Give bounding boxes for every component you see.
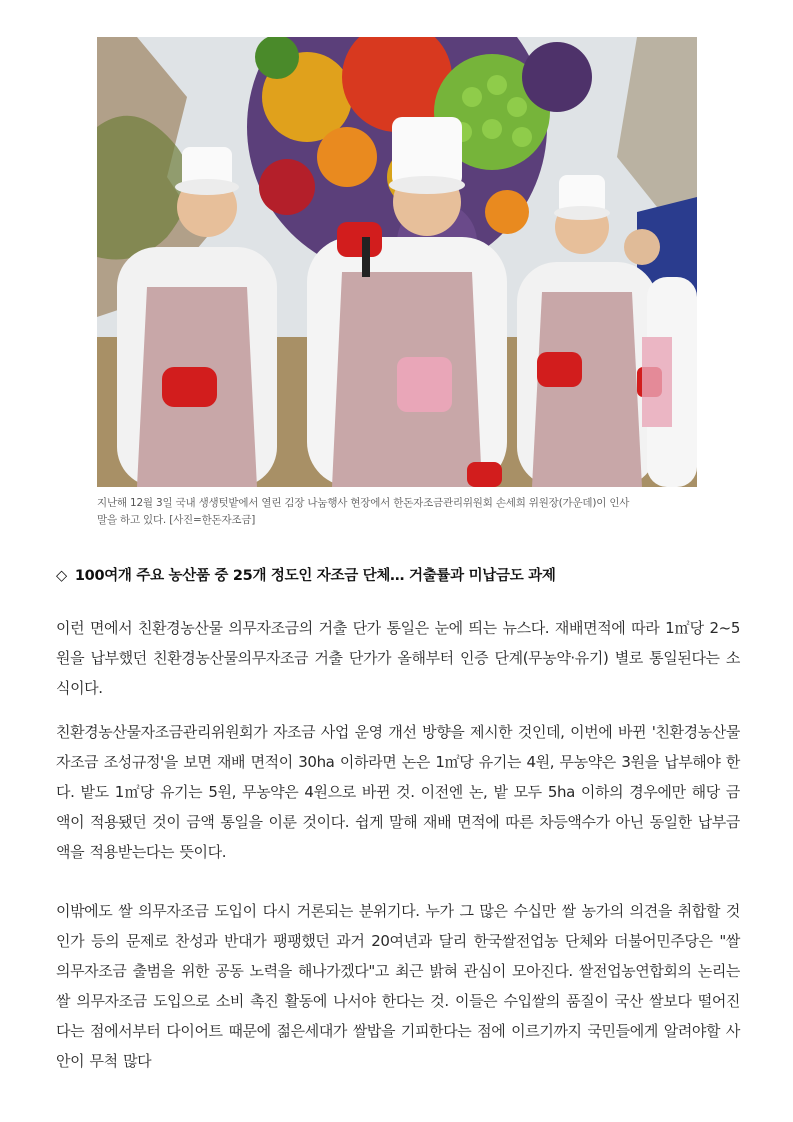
photo-caption: [97, 495, 697, 529]
section-subheading: [56, 564, 746, 585]
photo-illustration: [97, 37, 697, 487]
paragraph-1: 이런 면에서 친환경농산물 의무자조금의 거출 단가 통일은 눈에 띄는 뉴스다. 재배면적에 따라 1㎡당 2~5원을 납부했던 친환경농산물의무자조금 거출 단가가 올해부터 인증 단계(무농약·유기) 별로 통일된다는 소식이다.: [56, 619, 740, 697]
paragraph-3: 이밖에도 쌀 의무자조금 도입이 다시 거론되는 분위기다. 누가 그 많은 수십만 쌀 농가의 의견을 취합할 것인가 등의 문제로 찬성과 반대가 팽팽했던 과거 20여년과 달리 한국쌀전업농 단체와 더불어민주당은 "쌀 의무자조금 출범을 위한 공동 노력을 해나가겠다"고 최근 밝혀 관심이 모아진다. 쌀전업농연합회의 논리는 쌀 의무자조금 도입으로 소비 촉진 활동에 나서야 한다는 것. 이들은 수입쌀의 품질이 국산 쌀보다 떨어진다는 점에서부터 다이어트 때문에 젊은세대가 쌀밥을 기피한다는 점에 이르기까지 국민들에게 알려야할 사안이 무척 많다: [56, 902, 740, 1070]
article-photo: [97, 37, 697, 487]
subheading-text: 100여개 주요 농산품 중 25개 정도인 자조금 단체… 거출률과 미납금도 과제: [74, 568, 556, 584]
paragraph-2: 친환경농산물자조금관리위원회가 자조금 사업 운영 개선 방향을 제시한 것인데, 이번에 바뀐 '친환경농산물자조금 조성규정'을 보면 재배 면적이 30ha 이하라면 논은 1㎡당 유기는 4원, 무농약은 3원을 납부해야 한다. 밭도 1㎡당 유기는 5원, 무농약은 4원으로 바뀐 것. 이전엔 논, 밭 모두 5ha 이하의 경우에만 해당 금액이 적용됐던 것이 금액 통일을 이룬 것이다. 쉽게 말해 재배 면적에 따른 차등액수가 아닌 동일한 납부금액을 적용받는다는 뜻이다.: [56, 723, 740, 861]
caption-line-2: 말을 하고 있다. [사진=한돈자조금]: [97, 514, 256, 526]
diamond-icon: ◇: [56, 568, 67, 584]
caption-line-1: 지난해 12월 3일 국내 생생텃밭에서 열린 김장 나눔행사 현장에서 한돈자조금관리위원회 손세희 위원장(가운데)이 인사: [97, 497, 630, 509]
